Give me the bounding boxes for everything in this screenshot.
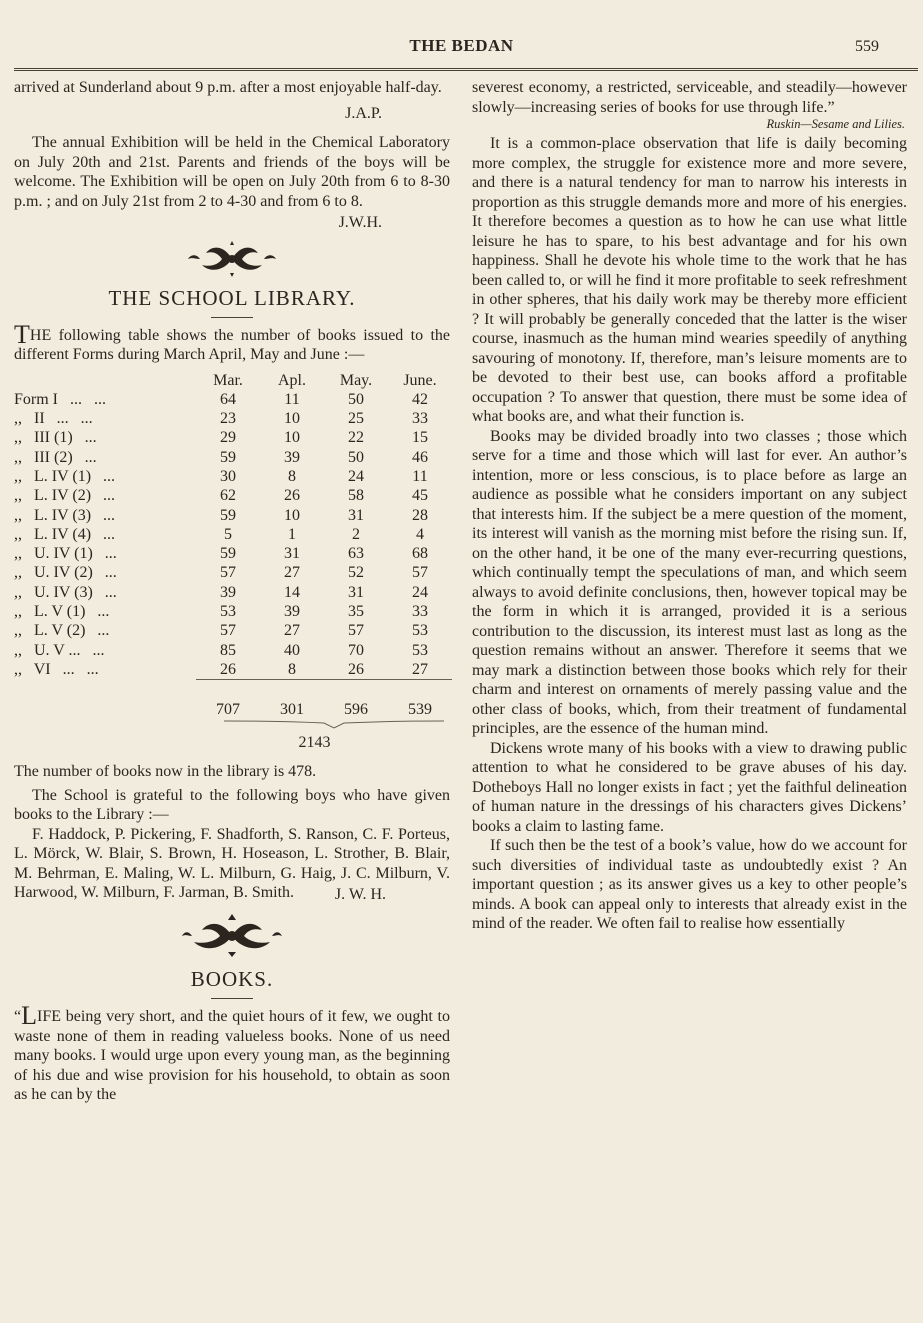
count-cell: 39 [284, 603, 300, 621]
table-row [14, 602, 452, 621]
count-cell: 39 [284, 448, 300, 466]
table-row [14, 390, 452, 409]
table-row [14, 525, 452, 544]
count-cell: 57 [220, 564, 237, 582]
table-row [14, 467, 452, 486]
form-cell: ,, L. IV (4) ... [14, 525, 116, 543]
total-cell: 539 [407, 700, 432, 718]
column-header: Apl. [278, 371, 306, 389]
count-cell: 40 [284, 641, 300, 659]
left-column [14, 78, 450, 1105]
form-cell: ,, U. IV (2) ... [14, 564, 117, 582]
count-cell: 8 [288, 467, 296, 485]
count-cell: 2 [351, 525, 360, 543]
drop-cap: T [14, 319, 30, 349]
form-cell: ,, L. IV (1) ... [14, 467, 116, 485]
table-row [14, 428, 452, 447]
count-cell: 11 [284, 390, 300, 408]
journal-title: THE BEDAN [409, 36, 514, 55]
form-cell: ,, U. IV (3) ... [14, 583, 117, 601]
form-cell: ,, L. V (2) ... [14, 622, 110, 640]
column-header: Mar. [213, 371, 243, 389]
count-cell: 58 [347, 487, 364, 505]
count-cell: 50 [347, 390, 364, 408]
count-cell: 53 [411, 622, 428, 640]
count-cell: 30 [220, 467, 237, 485]
count-cell: 57 [347, 622, 364, 640]
paragraph: The number of books now in the library is 478. [14, 763, 317, 781]
count-cell: 52 [347, 564, 364, 582]
count-cell: 26 [284, 487, 300, 505]
count-cell: 45 [411, 487, 428, 505]
count-cell: 10 [284, 410, 300, 428]
count-cell: 70 [347, 641, 364, 659]
library-table [14, 371, 452, 719]
count-cell: 39 [220, 583, 237, 601]
table-row [14, 506, 452, 525]
count-cell: 57 [411, 564, 428, 582]
count-cell: 28 [411, 506, 428, 524]
count-cell: 35 [347, 603, 364, 621]
heading-rule [211, 317, 253, 318]
floral-ornament-icon [182, 912, 282, 958]
table-header-row [14, 371, 452, 390]
count-cell: 63 [347, 545, 364, 563]
section-heading-books: BOOKS. [190, 967, 274, 992]
count-cell: 10 [284, 506, 300, 524]
count-cell: 33 [411, 603, 428, 621]
total-cell: 301 [280, 700, 304, 718]
count-cell: 42 [411, 390, 428, 408]
paragraph: The School is grateful to the following boys who have given books to the Library :— [14, 786, 450, 824]
count-cell: 24 [411, 583, 428, 601]
count-cell: 24 [347, 467, 364, 485]
count-cell: 5 [224, 525, 233, 543]
form-cell: Form I ... ... [14, 390, 106, 408]
form-cell: ,, III (1) ... [14, 429, 97, 447]
count-cell: 57 [220, 622, 237, 640]
count-cell: 26 [347, 660, 364, 678]
count-cell: 27 [284, 564, 300, 582]
form-cell: ,, L. IV (3) ... [14, 506, 116, 524]
count-cell: 25 [347, 410, 364, 428]
form-cell: ,, U. IV (1) ... [14, 545, 117, 563]
count-cell: 1 [288, 525, 296, 543]
header-rule [14, 68, 918, 71]
count-cell: 50 [347, 448, 364, 466]
count-cell: 33 [411, 410, 428, 428]
form-cell: ,, L. V (1) ... [14, 603, 110, 621]
brace-icon [224, 719, 444, 729]
count-cell: 23 [220, 410, 237, 428]
total-cell: 707 [216, 700, 241, 718]
column-header: May. [339, 371, 373, 389]
signature: J.A.P. [345, 104, 382, 122]
count-cell: 31 [284, 545, 300, 563]
quote-continuation: severest economy, a restricted, serviceable, and steadily—however slowly—increasing series of books for use through life.” [472, 79, 907, 116]
count-cell: 68 [411, 545, 428, 563]
page-number: 559 [855, 38, 879, 55]
count-cell: 53 [411, 641, 428, 659]
quote-source: Ruskin—Sesame and Lilies. [766, 117, 905, 131]
count-cell: 29 [220, 429, 237, 447]
totals-row [14, 700, 452, 719]
running-head [0, 36, 923, 62]
section-heading-library: THE SCHOOL LIBRARY. [108, 285, 356, 310]
count-cell: 10 [284, 429, 300, 447]
column-header: June. [403, 371, 437, 389]
table-row [14, 583, 452, 602]
count-cell: 62 [220, 487, 237, 505]
count-cell: 53 [220, 603, 237, 621]
count-cell: 31 [347, 583, 364, 601]
count-cell: 27 [411, 660, 428, 678]
count-cell: 22 [347, 429, 364, 447]
exhibition-paragraph: The annual Exhibition will be held in the Chemical Laboratory on July 20th and 21st. Parents and friends of the boys will be welcome. The Exhibition will be open on July 20th from 6 to 8-30 p.m. ; and on July 21st from 2 to 4-30 and from 6 to 8. [14, 134, 450, 210]
paragraph: Dickens wrote many of his books with a view to drawing public attention to what he considered to be grave abuses of his day. Dotheboys Hall no longer exists in fact ; yet the faithful delineation of human nature in the dressings of his characters gives Dickens’ books a claim to lasting fame. [472, 739, 907, 835]
signature: J.W.H. [338, 214, 382, 231]
form-cell: ,, U. V ... ... [14, 641, 105, 659]
total-cell: 596 [343, 700, 368, 718]
count-cell: 27 [284, 622, 300, 640]
table-row [14, 563, 452, 582]
table-row [14, 409, 452, 428]
count-cell: 64 [220, 390, 237, 408]
form-cell: ,, L. IV (2) ... [14, 487, 116, 505]
right-column [472, 78, 907, 934]
library-intro: THE following table shows the number of books issued to the different Forms during March April, May and June :— [14, 319, 450, 363]
table-row [14, 641, 452, 660]
table-row [14, 544, 452, 563]
column-header [14, 371, 196, 390]
form-cell: ,, III (2) ... [14, 448, 97, 466]
count-cell: 59 [220, 545, 237, 563]
paragraph: It is a common-place observation that life is daily becoming more complex, the struggle for existence more and more severe, and there is a natural tendency for man to narrow his interests in proportion as this struggle demands more and more of his energies. It therefore becomes a question as to how he can use what little leisure he has to spare, to his best advantage and for his own happiness. Shall he devote his whole time to the work that he has been called to, or will he find it more profitable to seek refreshment in other spheres, that his daily work may be thereby more efficient ? It will probably be generally conceded that the latter is the wiser course, inasmuch as the human mind wearies speedily of anything savouring of monotony. If, therefore, man’s leisure moments are to be devoted to their best use, can books afford a profitable occupation ? To answer that question, there must be some idea of what books are, and what their function is. [472, 135, 907, 425]
count-cell: 59 [220, 448, 237, 466]
count-cell: 14 [284, 583, 300, 601]
count-cell: 8 [288, 660, 296, 678]
drop-cap: L [21, 1001, 37, 1031]
paragraph: Books may be divided broadly into two classes ; those which serve for a time and those which will last for ever. An author’s intention, more or less conscious, is to place before as large an audience as possible what he considers important on any subject that interests him. If the subject be a mere question of the moment, its interest will vanish as the morning mist before the rising sun. If, on the other hand, it be one of the many ever-recurring questions, which continually tempt the speculations of man, and which seem always to avoid definite conclusions, then, however topical may be the form in which it is arranged, provided it is a serious contribution to the discussion, its interest must last as long as the question remains without an answer. Therefore it seems that we may mark a distinction between those books which rely for their charm and interest on ornaments of merely passing value and the other class of books, which, from their treatment of fundamental principles, are the essence of the human mind. [472, 427, 907, 737]
grand-total: 2143 [298, 733, 331, 751]
table-row [14, 621, 452, 640]
paragraph: arrived at Sunderland about 9 p.m. after a most enjoyable half-day. [14, 79, 442, 96]
count-cell: 15 [411, 429, 428, 447]
heading-rule [211, 998, 253, 999]
form-cell: ,, II ... ... [14, 410, 93, 428]
count-cell: 46 [411, 448, 428, 466]
floral-ornament-icon [186, 239, 278, 279]
table-body [14, 390, 452, 680]
count-cell: 11 [412, 467, 428, 485]
count-cell: 31 [347, 506, 364, 524]
count-cell: 59 [220, 506, 237, 524]
signature: J. W. H. [334, 885, 386, 903]
table-row [14, 486, 452, 505]
table-row [14, 660, 452, 680]
count-cell: 26 [220, 660, 237, 678]
ruskin-quote: “LIFE being very short, and the quiet hours of it few, we ought to waste none of them in reading valueless books. None of us need many books. I would urge upon every young man, as the beginning of his due and wise provision for his household, to obtain as soon as he can by the [14, 1001, 450, 1104]
paragraph: If such then be the test of a book’s value, how do we account for such diversities of individual taste as undoubtedly exist ? An important question ; as its answer gives us a key to other people’s minds. A book can appeal only to interests that already exist in the mind of the reader. We often fail to realise how essentially [472, 837, 907, 932]
count-cell: 4 [415, 525, 424, 543]
count-cell: 85 [220, 641, 237, 659]
sum-rule-row [14, 680, 452, 700]
form-cell: ,, VI ... ... [14, 661, 99, 679]
table-row [14, 448, 452, 467]
donor-list: F. Haddock, P. Pickering, F. Shadforth, S. Ranson, C. F. Porteus, L. Mörck, W. Blair, S. Brown, H. Hoseason, L. Strother, B. Blair, M. Behrman, E. Maling, W. L. Milburn, G. Haig, J. C. Milburn, V. Harwood, W. Milburn, F. Jarman, B. Smith. [14, 825, 450, 902]
